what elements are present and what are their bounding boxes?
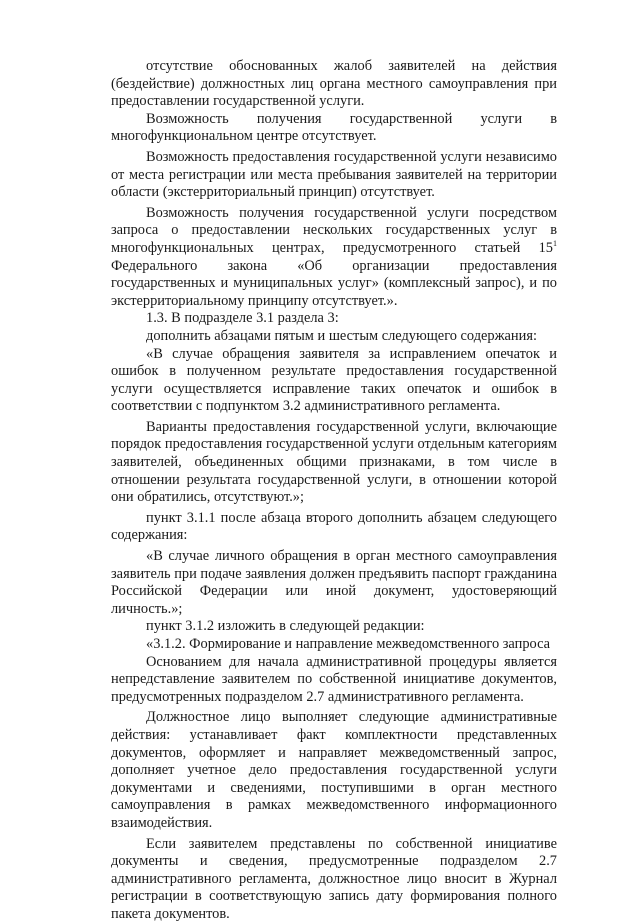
paragraph-12: «3.1.2. Формирование и направление межведомственного запроса xyxy=(146,636,551,652)
paragraph-1: отсутствие обоснованных жалоб заявителей на действия (бездействие) должностных лиц органа местного самоуправления при предоставлении государственной услуги. xyxy=(111,58,557,110)
paragraph-11: пункт 3.1.2 изложить в следующей редакции: xyxy=(146,618,425,635)
paragraph-7: «В случае обращения заявителя за исправлением опечаток и ошибок в полученном результате предоставления государственной услуги осуществляется исправление таких опечаток и ошибок в соответствии с подпунктом 3.2 административного регламента. xyxy=(111,345,557,415)
paragraph-10: «В случае личного обращения в орган местного самоуправления заявитель при подаче заявления должен предъявить паспорт гражданина Российской Федерации или иной документ, удостоверяющий личность.»; xyxy=(111,548,557,617)
paragraph-5: 1.3. В подразделе 3.1 раздела 3: xyxy=(146,310,339,327)
paragraph-15: Если заявителем представлены по собственной инициативе документы и сведения, предусмотренные подразделом 2.7 административного регламента, должностное лицо вносит в Журнал регистрации в соответствующую запись дату формирования полного пакета документов. xyxy=(111,835,557,922)
paragraph-4-text: Возможность получения государственной услуги посредством запроса о предоставлении нескольких государственных услуг в многофункциональных центрах, предусмотренного статьей 15 xyxy=(111,204,557,256)
paragraph-6: дополнить абзацами пятым и шестым следующего содержания: xyxy=(146,327,537,344)
paragraph-3: Возможность предоставления государственной услуги независимо от места регистрации или места пребывания заявителей на территории области (экстерриториальный принцип) отсутствует. xyxy=(111,148,557,201)
document-text xyxy=(111,58,557,924)
article-superscript: 1 xyxy=(553,239,557,249)
paragraph-13: Основанием для начала административной процедуры является непредставление заявителем по собственной инициативе документов, предусмотренных подразделом 2.7 административного регламента. xyxy=(111,653,557,705)
paragraph-14: Должностное лицо выполняет следующие административные действия: устанавливает факт комплектности представленных документов, оформляет и направляет межведомственный запрос, дополняет учетное дело предоставления государственной услуги документами и сведениями, поступившими в орган местного самоуправления в рамках межведомственного информационного взаимодействия. xyxy=(111,709,557,831)
paragraph-2: Возможность получения государственной услуги в многофункциональном центре отсутствует. xyxy=(111,110,557,145)
paragraph-4-continued: Федерального закона «Об организации предоставления государственных и муниципальных услуг» (комплексный запрос), и по экстерриториальному принципу отсутствует.». xyxy=(111,257,557,309)
paragraph-4 xyxy=(111,205,557,311)
paragraph-8: Варианты предоставления государственной услуги, включающие порядок предоставления государственной услуги отдельным категориям заявителей, объединенных общими признаками, в том числе в отношении результата государственной услуги, в отношении которой они обратились, отсутствуют.»; xyxy=(111,418,557,506)
paragraph-9: пункт 3.1.1 после абзаца второго дополнить абзацем следующего содержания: xyxy=(111,509,557,544)
